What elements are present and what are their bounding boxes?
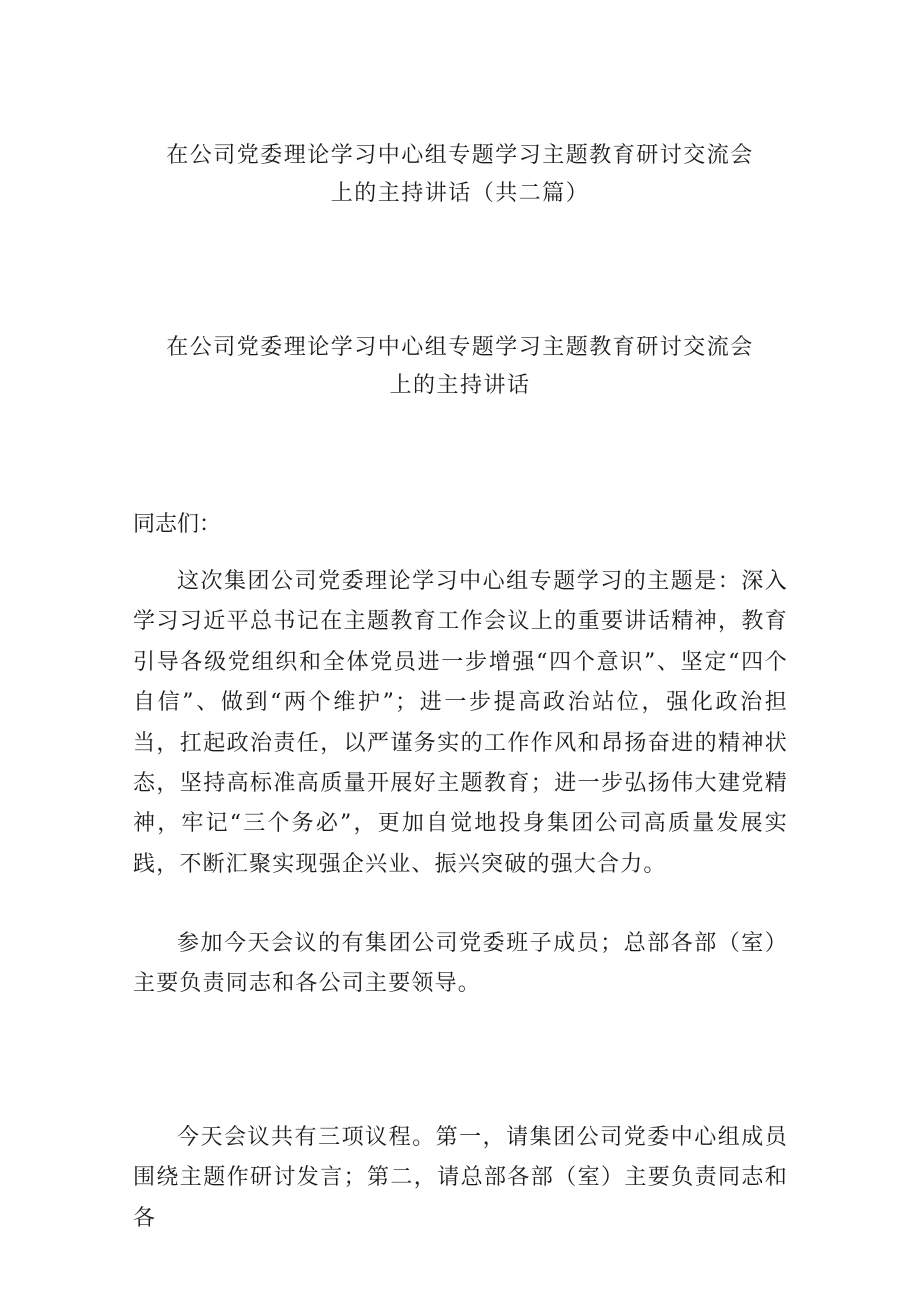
paragraph-agenda: 今天会议共有三项议程。第一，请集团公司党委中心组成员围绕主题作研讨发言；第二，请总部各部（室）主要负责同志和各 <box>133 1125 788 1231</box>
sub-title-line-2: 上的主持讲话 <box>389 373 531 398</box>
paragraph-theme: 这次集团公司党委理论学习中心组专题学习的主题是：深入学习习近平总书记在主题教育工作会议上的重要讲话精神，教育引导各级党组织和全体党员进一步增强“四个意识”、坚定“四个自信”、做到“两个维护”；进一步提高政治站位，强化政治担当，扛起政治责任，以严谨务实的工作作风和昂扬奋进的精神状态，坚持高标准高质量开展好主题教育；进一步弘扬伟大建党精神，牢记“三个务必”，更加自觉地投身集团公司高质量发展实践，不断汇聚实现强企兴业、振兴突破的强大合力。 <box>133 569 788 877</box>
sub-title-line-1: 在公司党委理论学习中心组专题学习主题教育研讨交流会 <box>166 335 754 360</box>
salutation: 同志们： <box>133 512 222 537</box>
main-title <box>0 137 920 213</box>
main-title-line-2: 上的主持讲话（共二篇） <box>330 181 590 206</box>
sub-title <box>0 329 920 405</box>
main-title-line-1: 在公司党委理论学习中心组专题学习主题教育研讨交流会 <box>166 143 754 168</box>
paragraph-attendees: 参加今天会议的有集团公司党委班子成员；总部各部（室）主要负责同志和各公司主要领导。 <box>133 931 788 997</box>
